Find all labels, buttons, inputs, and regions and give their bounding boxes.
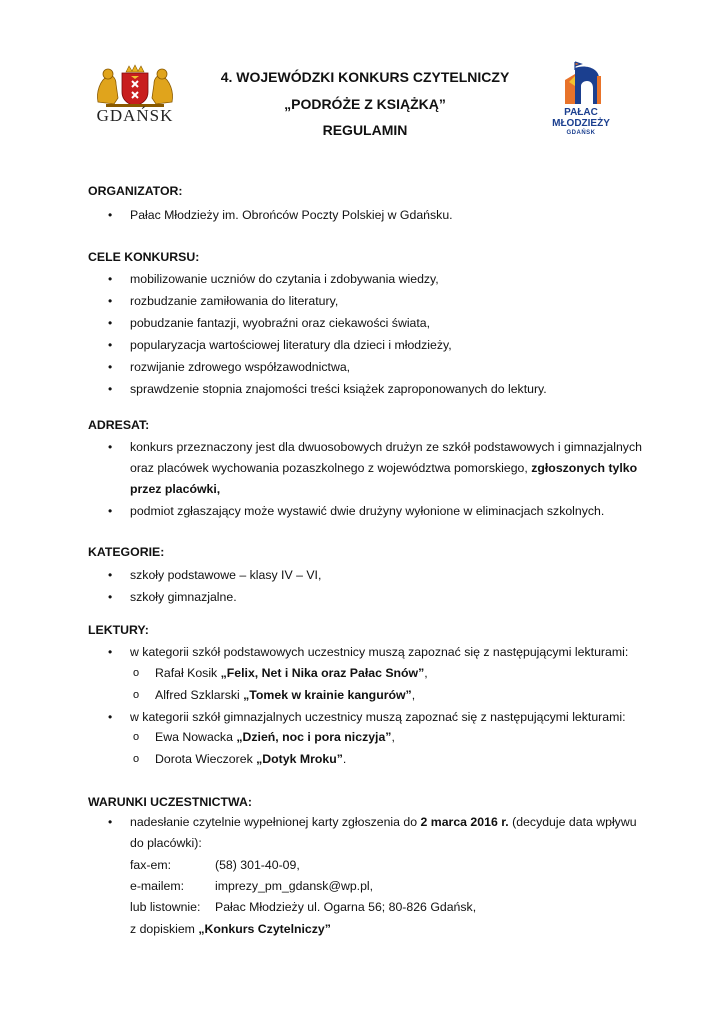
reading-primary-book1 xyxy=(155,666,428,680)
document-title-line3: REGULAMIN xyxy=(322,122,408,138)
goal-item: mobilizowanie uczniów do czytania i zdobywania wiedzy, xyxy=(130,272,439,286)
addressee-item1-line2 xyxy=(130,461,637,475)
circle-bullet-icon: o xyxy=(133,731,140,743)
goal-item: sprawdzenie stopnia znajomości treści książek zaproponowanych do lektury. xyxy=(130,382,547,396)
punctuation: , xyxy=(424,666,428,680)
conditions-heading: WARUNKI UCZESTNICTWA: xyxy=(88,795,252,809)
document-title-line2: „PODRÓŻE Z KSIĄŻKĄ” xyxy=(284,96,446,112)
circle-bullet-icon: o xyxy=(133,667,140,679)
book-author: Rafał Kosik xyxy=(155,666,221,680)
punctuation: , xyxy=(411,688,416,702)
readings-heading: LEKTURY: xyxy=(88,623,149,637)
mail-label: lub listownie: xyxy=(130,900,201,914)
gdansk-coat-of-arms-icon xyxy=(94,64,176,108)
reading-middle-book1 xyxy=(155,730,395,744)
document-title-line1: 4. WOJEWÓDZKI KONKURS CZYTELNICZY xyxy=(220,69,510,85)
category-item: szkoły gimnazjalne. xyxy=(130,590,237,604)
addressee-heading: ADRESAT: xyxy=(88,418,150,432)
punctuation: , xyxy=(391,730,395,744)
book-author: Ewa Nowacka xyxy=(155,730,237,744)
note-text: z dopiskiem xyxy=(130,922,199,936)
goal-item: rozwijanie zdrowego współzawodnictwa, xyxy=(130,360,351,374)
circle-bullet-icon: o xyxy=(133,753,140,765)
palace-logo-line1: PAŁAC xyxy=(564,107,598,118)
palac-mlodziezy-logo xyxy=(535,60,627,140)
bullet-icon: • xyxy=(108,208,113,222)
readings-middle-intro: w kategorii szkół gimnazjalnych uczestnicy muszą zapoznać się z następującymi lekturami: xyxy=(130,710,626,724)
gdansk-logo-text: GDAŃSK xyxy=(96,106,174,125)
gdansk-city-logo xyxy=(94,64,176,128)
readings-primary-intro: w kategorii szkół podstawowych uczestnicy muszą zapoznać się z następującymi lekturami: xyxy=(130,645,629,659)
circle-bullet-icon: o xyxy=(133,689,140,701)
goal-item: popularyzacja wartościowej literatury dla dzieci i młodzieży, xyxy=(130,338,452,352)
bullet-icon: • xyxy=(108,382,113,396)
category-item: szkoły podstawowe – klasy IV – VI, xyxy=(130,568,322,582)
addressee-emphasis: zgłoszonych tylko xyxy=(531,461,638,475)
bullet-icon: • xyxy=(108,645,113,659)
note-emphasis: „Konkurs Czytelniczy” xyxy=(198,922,331,936)
palace-logo-line3: GDAŃSK xyxy=(566,130,596,136)
bullet-icon: • xyxy=(108,504,113,518)
punctuation: . xyxy=(342,752,347,766)
goal-item: pobudzanie fantazji, wyobraźni oraz ciekawości świata, xyxy=(130,316,431,330)
bullet-icon: • xyxy=(108,338,113,352)
bullet-icon: • xyxy=(108,568,113,582)
reading-middle-book2 xyxy=(155,752,346,766)
book-author: Alfred Szklarski xyxy=(155,688,244,702)
bullet-icon: • xyxy=(108,590,113,604)
conditions-note xyxy=(130,922,331,936)
email-value: imprezy_pm_gdansk@wp.pl, xyxy=(215,879,374,893)
reading-primary-book2 xyxy=(155,688,415,702)
palace-building-icon xyxy=(535,60,627,106)
organizer-heading: ORGANIZATOR: xyxy=(88,184,183,198)
bullet-icon: • xyxy=(108,272,113,286)
book-author: Dorota Wieczorek xyxy=(155,752,257,766)
addressee-text: oraz placówek wychowania pozaszkolnego z województwa pomorskiego, xyxy=(130,461,532,475)
conditions-text: nadesłanie czytelnie wypełnionej karty zgłoszenia do xyxy=(130,815,421,829)
bullet-icon: • xyxy=(108,316,113,330)
book-title: „Dzień, noc i pora niczyja” xyxy=(236,730,392,744)
bullet-icon: • xyxy=(108,360,113,374)
addressee-item2: podmiot zgłaszający może wystawić dwie drużyny wyłonione w eliminacjach szkolnych. xyxy=(130,504,605,518)
book-title: „Felix, Net i Nika oraz Pałac Snów” xyxy=(220,666,425,680)
goal-item: rozbudzanie zamiłowania do literatury, xyxy=(130,294,339,308)
email-label: e-mailem: xyxy=(130,879,184,893)
conditions-text: (decyduje data wpływu xyxy=(508,815,637,829)
bullet-icon: • xyxy=(108,440,113,454)
goals-heading: CELE KONKURSU: xyxy=(88,250,200,264)
organizer-item: Pałac Młodzieży im. Obrońców Poczty Polskiej w Gdańsku. xyxy=(130,208,453,222)
fax-label: fax-em: xyxy=(130,858,171,872)
mail-value: Pałac Młodzieży ul. Ogarna 56; 80-826 Gdańsk, xyxy=(215,900,477,914)
bullet-icon: • xyxy=(108,710,113,724)
book-title: „Tomek w krainie kangurów” xyxy=(243,688,412,702)
bullet-icon: • xyxy=(108,294,113,308)
deadline-date: 2 marca 2016 r. xyxy=(420,815,509,829)
conditions-line1 xyxy=(130,815,637,829)
conditions-line2: do placówki): xyxy=(130,836,202,850)
categories-heading: KATEGORIE: xyxy=(88,545,165,559)
book-title: „Dotyk Mroku” xyxy=(256,752,343,766)
bullet-icon: • xyxy=(108,815,113,829)
addressee-item1-line1: konkurs przeznaczony jest dla dwuosobowych drużyn ze szkół podstawowych i gimnazjalnych xyxy=(130,440,642,454)
addressee-item1-line3: przez placówki, xyxy=(130,482,221,496)
palace-logo-line2: MŁODZIEŻY xyxy=(552,118,610,129)
fax-value: (58) 301-40-09, xyxy=(215,858,300,872)
